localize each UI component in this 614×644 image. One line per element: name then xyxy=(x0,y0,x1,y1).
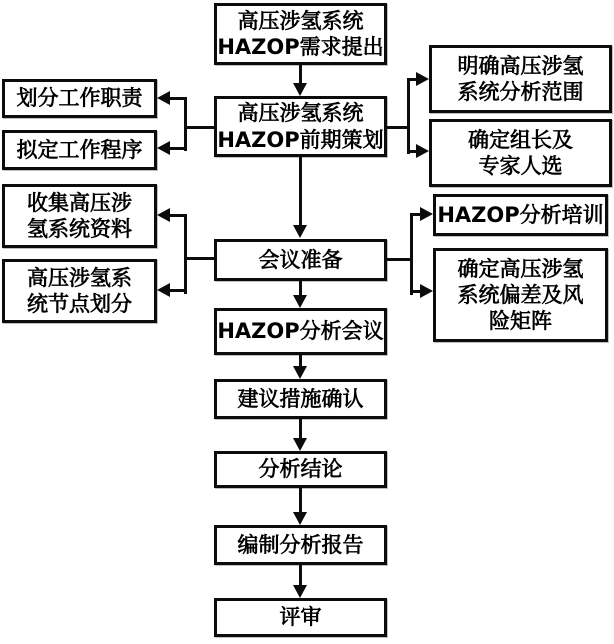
connector-line xyxy=(299,65,302,83)
box-text-line: 确定组长及 xyxy=(468,127,573,152)
connector-line xyxy=(410,213,413,295)
box-text-line: 确定高压涉氢 xyxy=(457,256,584,281)
arrowhead-down xyxy=(293,585,307,598)
connector-line xyxy=(387,258,410,261)
box-text-line: 高压涉氢系统 xyxy=(237,8,364,33)
box-text-line: 建议措施确认 xyxy=(237,386,364,411)
flow-box-duty-division xyxy=(2,79,157,118)
connector-line xyxy=(299,565,302,585)
arrowhead-down xyxy=(293,438,307,451)
box-text-line: 会议准备 xyxy=(258,247,343,272)
arrowhead-left xyxy=(157,283,170,297)
box-text-line: 系统分析范围 xyxy=(457,80,584,104)
box-text-line: 氢系统资料 xyxy=(27,217,132,241)
box-text-line: 编制分析报告 xyxy=(237,532,364,557)
box-text-line: HAZOP分析会议 xyxy=(217,319,384,344)
arrowhead-down xyxy=(293,366,307,379)
flow-box-conclusion xyxy=(214,451,387,488)
flow-box-node-division xyxy=(2,259,157,323)
arrowhead-down xyxy=(293,512,307,525)
flow-box-deviation-matrix xyxy=(433,248,608,342)
arrowhead-right xyxy=(416,144,429,158)
flow-box-meeting-prep xyxy=(214,239,387,281)
arrowhead-right xyxy=(420,207,433,221)
connector-line xyxy=(299,488,302,512)
box-text-line: 专家人选 xyxy=(478,154,563,178)
arrowhead-right xyxy=(420,284,433,298)
flow-box-team-leader xyxy=(429,119,612,187)
box-text-line: 高压涉氢系 xyxy=(27,265,132,290)
flow-box-hazop-demand xyxy=(214,3,387,65)
arrowhead-down xyxy=(293,225,307,238)
connector-line xyxy=(187,126,214,129)
flow-box-report xyxy=(214,525,387,565)
flow-box-collect-data xyxy=(2,184,157,248)
arrowhead-left xyxy=(157,91,170,105)
connector-line xyxy=(184,97,187,151)
box-text-line: 分析结论 xyxy=(258,457,343,482)
arrowhead-right xyxy=(416,72,429,86)
connector-line xyxy=(299,355,302,366)
arrowhead-down xyxy=(293,83,307,96)
flow-box-hazop-meeting xyxy=(214,308,387,355)
connector-line xyxy=(187,257,214,260)
box-text-line: HAZOP分析培训 xyxy=(437,202,604,227)
box-text-line: 统节点划分 xyxy=(27,292,132,316)
connector-line xyxy=(387,126,407,129)
connector-line xyxy=(407,78,410,154)
arrowhead-left xyxy=(157,208,170,222)
flow-box-analysis-scope xyxy=(429,45,612,113)
connector-line xyxy=(184,214,187,294)
box-text-line: 系统偏差及风 xyxy=(457,282,584,307)
connector-line xyxy=(168,214,187,217)
connector-line xyxy=(168,97,187,100)
connector-line xyxy=(299,281,302,295)
box-text-line: 险矩阵 xyxy=(489,309,552,334)
arrowhead-left xyxy=(157,141,170,155)
connector-line xyxy=(299,419,302,438)
arrowhead-down xyxy=(293,295,307,308)
flow-box-measures-confirm xyxy=(214,379,387,419)
box-text-line: HAZOP前期策划 xyxy=(217,127,384,152)
box-text-line: 拟定工作程序 xyxy=(16,137,143,162)
box-text-line: 划分工作职责 xyxy=(16,86,143,111)
box-text-line: HAZOP需求提出 xyxy=(217,35,384,59)
connector-line xyxy=(299,157,302,225)
flow-box-hazop-training xyxy=(433,194,608,236)
connector-line xyxy=(168,147,187,150)
box-text-line: 明确高压涉氢 xyxy=(457,53,584,78)
flow-box-work-procedure xyxy=(2,130,157,170)
box-text-line: 评审 xyxy=(279,605,322,630)
box-text-line: 收集高压涉 xyxy=(27,190,132,215)
box-text-line: 高压涉氢系统 xyxy=(237,101,364,126)
flow-box-preplanning xyxy=(214,96,387,157)
connector-line xyxy=(168,289,187,292)
flow-box-review xyxy=(214,598,387,637)
